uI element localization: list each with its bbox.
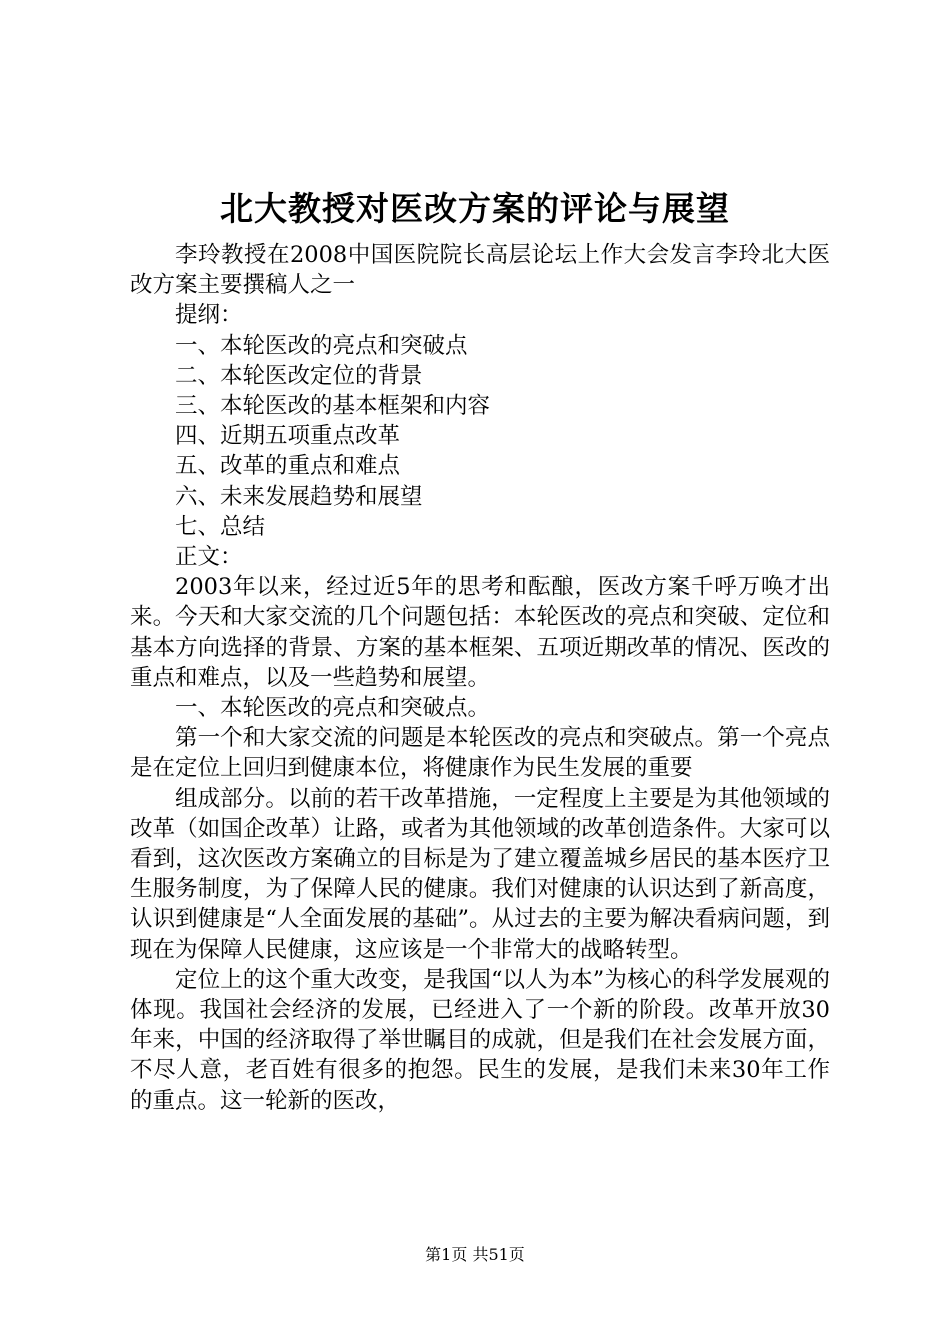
- body-paragraph: 一、本轮医改的亮点和突破点。: [175, 695, 491, 722]
- body-paragraph: 组成部分。以前的若干改革措施，一定程度上主要是为其他领域的改革（如国企改革）让路，或者为其他领域的改革创造条件。大家可以看到，这次医改方案确立的目标是为了建立覆盖城乡居民的基本医疗卫生服务制度，为了保障人民的健康。我们对健康的认识达到了新高度，认识到健康是“人全面发展的基础”。从过去的主要为解决看病问题，到现在为保障人民健康，这应该是一个非常大的战略转型。: [130, 785, 830, 963]
- body-paragraph: 二、本轮医改定位的背景: [175, 362, 423, 389]
- body-paragraph: 2003年以来，经过近5年的思考和酝酿，医改方案千呼万唤才出来。今天和大家交流的几个问题包括：本轮医改的亮点和突破、定位和基本方向选择的背景、方案的基本框架、五项近期改革的情况、医改的重点和难点，以及一些趋势和展望。: [130, 574, 830, 691]
- body-paragraph: 李玲教授在2008中国医院院长高层论坛上作大会发言李玲北大医改方案主要撰稿人之一: [130, 242, 830, 299]
- body-paragraph: 三、本轮医改的基本框架和内容: [175, 393, 491, 420]
- document-title: 北大教授对医改方案的评论与展望: [220, 189, 730, 228]
- body-paragraph: 六、未来发展趋势和展望: [175, 483, 423, 510]
- body-paragraph: 七、总结: [175, 513, 266, 540]
- document-body: [130, 240, 830, 1116]
- body-paragraph: 四、近期五项重点改革: [175, 423, 401, 450]
- body-paragraph: 正文：: [175, 544, 243, 571]
- body-paragraph: 提纲：: [175, 302, 243, 329]
- page-number-footer: 第1页 共51页: [425, 1245, 525, 1264]
- body-paragraph: 一、本轮医改的亮点和突破点: [175, 332, 468, 359]
- body-paragraph: 第一个和大家交流的问题是本轮医改的亮点和突破点。第一个亮点是在定位上回归到健康本位，将健康作为民生发展的重要: [130, 725, 830, 782]
- body-paragraph: 五、改革的重点和难点: [175, 453, 401, 480]
- body-paragraph: 定位上的这个重大改变，是我国“以人为本”为核心的科学发展观的体现。我国社会经济的发展，已经进入了一个新的阶段。改革开放30年来，中国的经济取得了举世瞩目的成就，但是我们在社会发展方面，不尽人意，老百姓有很多的抱怨。民生的发展，是我们未来30年工作的重点。这一轮新的医改，: [130, 966, 830, 1114]
